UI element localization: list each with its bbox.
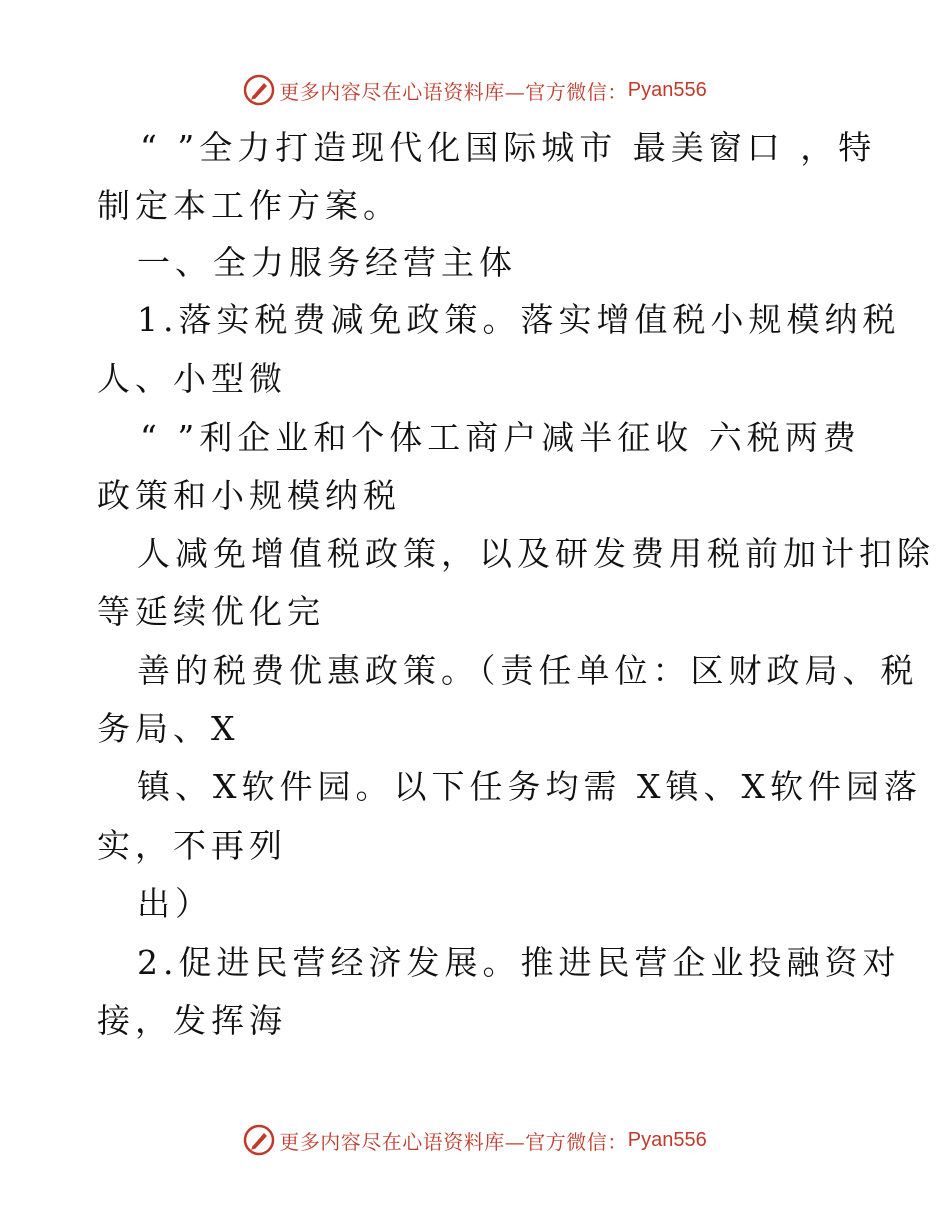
body-line: 等延续优化完 [97, 592, 325, 631]
body-line: 制定本工作方案。 [97, 186, 401, 225]
footer-banner-text: 更多内容尽在心语资料库—官方微信： [279, 1129, 628, 1154]
body-line: “ ”利企业和个体工商户减半征收 六税两费 [140, 418, 861, 457]
body-line: 善的税费优惠政策。（责任单位：区财政局、税 [137, 651, 919, 690]
body-line: 人减免增值税政策，以及研发费用税前加计扣除 [137, 534, 935, 573]
header-banner [0, 70, 950, 110]
body-line: 接，发挥海 [97, 1001, 287, 1040]
body-line: 镇、X软件园。以下任务均需 X镇、X软件园落 [137, 767, 922, 806]
body-line: 实，不再列 [97, 826, 287, 865]
section-heading: 一、全力服务经营主体 [137, 243, 517, 282]
header-banner-text: 更多内容尽在心语资料库—官方微信： [279, 79, 628, 104]
body-line: 人、小型微 [97, 359, 287, 398]
pen-nib-logo-icon [243, 74, 275, 106]
body-line: “ ”全力打造现代化国际城市 最美窗口 ，特 [140, 128, 877, 167]
body-line: 政策和小规模纳税 [97, 476, 401, 515]
footer-banner-account: Pyan556 [627, 1128, 707, 1151]
footer-banner [0, 1120, 950, 1160]
body-line: 2.促进民营经济发展。推进民营企业投融资对 [137, 943, 901, 982]
header-banner-account: Pyan556 [627, 78, 707, 101]
body-line: 出） [137, 884, 213, 923]
body-line: 务局、X [97, 709, 240, 748]
pen-nib-logo-icon [243, 1124, 275, 1156]
body-line: 1.落实税费减免政策。落实增值税小规模纳税 [137, 300, 901, 339]
